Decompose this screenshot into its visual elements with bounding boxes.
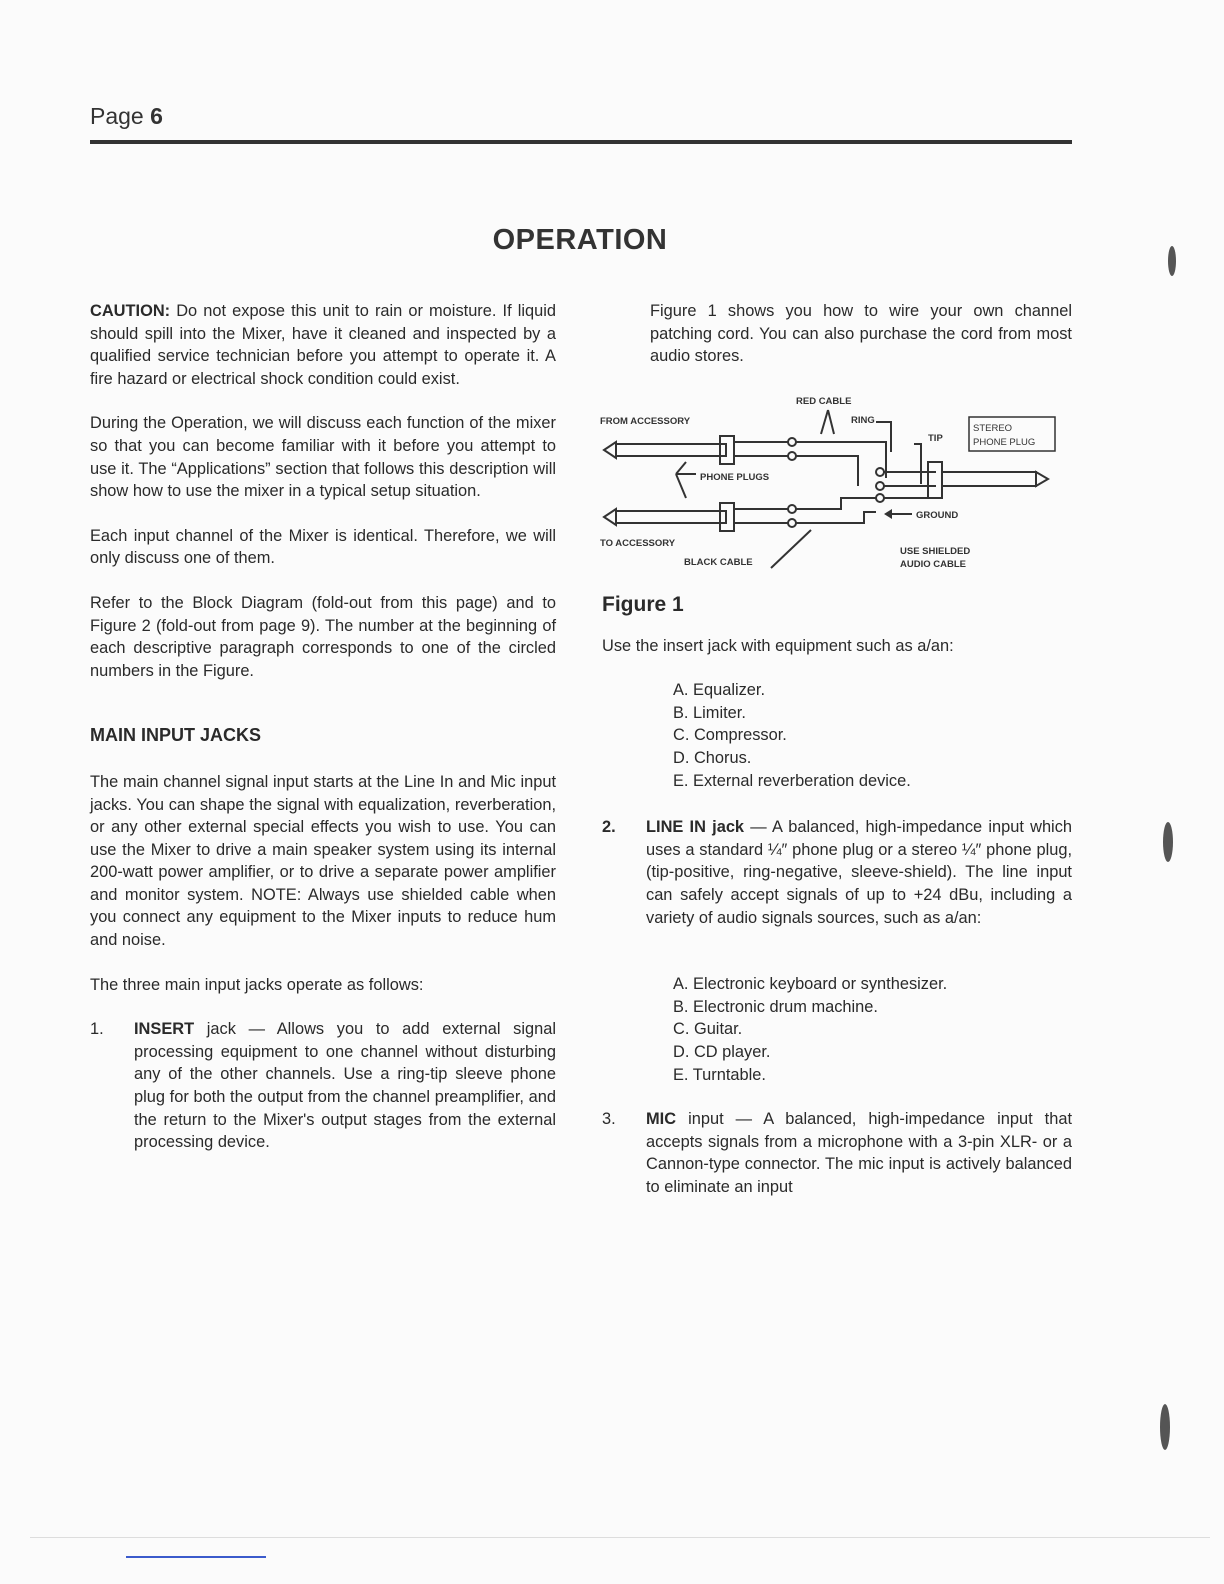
label-stereo: STEREO: [973, 423, 1013, 434]
list-item: C. Compressor.: [673, 726, 787, 745]
item-number: 3.: [602, 1110, 616, 1129]
item-mic-text: [646, 1108, 1072, 1198]
header-rule: [90, 140, 1072, 144]
item-mic-body: input — A balanced, high-impedance input that accepts signals from a microphone with a 3-pin XLR- or a Cannon-type connector. The mic input is actively balanced to eliminate an input: [646, 1110, 1072, 1196]
section-heading-main-input-jacks: MAIN INPUT JACKS: [90, 725, 262, 746]
list-item: B. Electronic drum machine.: [673, 997, 878, 1016]
label-black-cable: BLACK CABLE: [684, 557, 753, 568]
item-number: 1.: [90, 1020, 104, 1039]
item-line-in-lead: LINE IN jack: [646, 818, 745, 837]
binder-hole-mark: [1160, 1404, 1170, 1450]
footer-link-underline: [126, 1556, 266, 1558]
label-red-cable: RED CABLE: [796, 396, 852, 407]
item-line-in-body: — A balanced, high-impedance input which uses a standard ¼″ phone plug or a stereo ¼″ phone plug, (tip-positive, ring-negative, sleeve-shield). The line input can safely accept signals of up to +24 dBu, including a variety of audio signals sources, such as a/an:: [646, 818, 1073, 927]
caution-text: Do not expose this unit to rain or moisture. If liquid should spill into the Mixer, have it cleaned and inspected by a qualified service technician before you attempt to operate it. A fire hazard or electrical shock condition could exist.: [90, 302, 556, 388]
list-item: A. Electronic keyboard or synthesizer.: [673, 975, 948, 994]
page-label-text: Page: [90, 103, 144, 129]
bottom-plug-body: [616, 511, 726, 523]
item-number: 2.: [602, 818, 616, 837]
list-item: D. CD player.: [673, 1042, 771, 1061]
page-title: OPERATION: [492, 224, 668, 256]
caution-paragraph: [90, 300, 556, 390]
page-number-value: 6: [150, 103, 163, 129]
main-channel-paragraph: The main channel signal input starts at the Line In and Mic input jacks. You can shape the signal with equalization, reverberation, or any other external special effects you wish to use. You can use the Mixer to drive a main speaker system using its internal 200-watt power amplifier, or to drive a separate power amplifier and monitor system. NOTE: Always use shielded cable when you connect any equipment to the Mixer inputs to reduce hum and noise.: [90, 772, 556, 950]
left-column: [90, 300, 556, 1154]
top-plug-tip: [604, 442, 616, 458]
figure-1-wiring-diagram: [596, 390, 1076, 580]
label-phone-plugs: PHONE PLUGS: [700, 472, 770, 483]
list-item: C. Guitar.: [673, 1020, 743, 1039]
figure-1-caption: Figure 1: [602, 593, 684, 616]
item-insert-lead: INSERT: [134, 1020, 195, 1039]
insert-equipment-list: [602, 679, 1072, 792]
label-tip: TIP: [928, 433, 943, 444]
list-item: E. External reverberation device.: [673, 771, 911, 790]
top-plug-body: [616, 444, 726, 456]
footer-rule: [30, 1537, 1210, 1538]
label-from-accessory: FROM ACCESSORY: [600, 416, 691, 427]
label-ground: GROUND: [916, 510, 959, 521]
label-phone-plug: PHONE PLUG: [973, 437, 1036, 448]
list-item: A. Equalizer.: [673, 681, 766, 700]
caution-lead: CAUTION:: [90, 302, 171, 320]
identical-paragraph: Each input channel of the Mixer is identical. Therefore, we will only discuss one of them.: [90, 526, 556, 568]
list-item: D. Chorus.: [673, 748, 752, 767]
insert-use-paragraph: Use the insert jack with equipment such as a/an:: [602, 636, 954, 655]
label-to-accessory: TO ACCESSORY: [600, 538, 676, 549]
list-item: E. Turntable.: [673, 1065, 766, 1084]
binder-hole-mark: [1168, 246, 1176, 276]
label-use-shielded: USE SHIELDED: [900, 546, 971, 557]
item-mic-lead: MIC: [646, 1110, 677, 1129]
line-in-sources-list: [602, 973, 1072, 1086]
stereo-plug-body: [942, 472, 1036, 486]
stereo-plug-collar: [928, 462, 942, 498]
three-jacks-paragraph: The three main input jacks operate as follows:: [90, 975, 424, 994]
right-column: [602, 300, 1072, 368]
refer-paragraph: Refer to the Block Diagram (fold-out from this page) and to Figure 2 (fold-out from page 9). The number at the beginning of each descriptive paragraph corresponds to one of the circled numbers in the Figure.: [90, 593, 556, 680]
item-insert-body: jack — Allows you to add external signal processing equipment to one channel without disturbing any of the other channels. Use a ring-tip sleeve phone plug for both the output from the channel preamplifier, and the return to the Mixer's output stages from the external processing device.: [134, 1020, 556, 1152]
item-line-in-text: [646, 816, 1072, 929]
figure-intro-paragraph: Figure 1 shows you how to wire your own channel patching cord. You can also purchase the cord from most audio stores.: [650, 302, 1072, 366]
stereo-plug-tip: [1036, 472, 1048, 486]
item-line-in-jack: [602, 816, 1072, 929]
right-column-lower: [602, 594, 1072, 1198]
bottom-plug-tip: [604, 509, 616, 525]
page-number: [90, 103, 163, 130]
label-audio-cable: AUDIO CABLE: [900, 559, 966, 570]
item-mic-input: [602, 1108, 1072, 1198]
list-item: B. Limiter.: [673, 703, 746, 722]
item-insert-jack: [90, 1018, 556, 1154]
binder-hole-mark: [1163, 822, 1173, 862]
label-ring: RING: [851, 415, 875, 426]
operation-paragraph: During the Operation, we will discuss each function of the mixer so that you can become familiar with it before you attempt to use it. The “Applications” section that follows this description will show how to use the mixer in a typical setup situation.: [90, 414, 556, 501]
item-insert-text: [134, 1018, 556, 1154]
